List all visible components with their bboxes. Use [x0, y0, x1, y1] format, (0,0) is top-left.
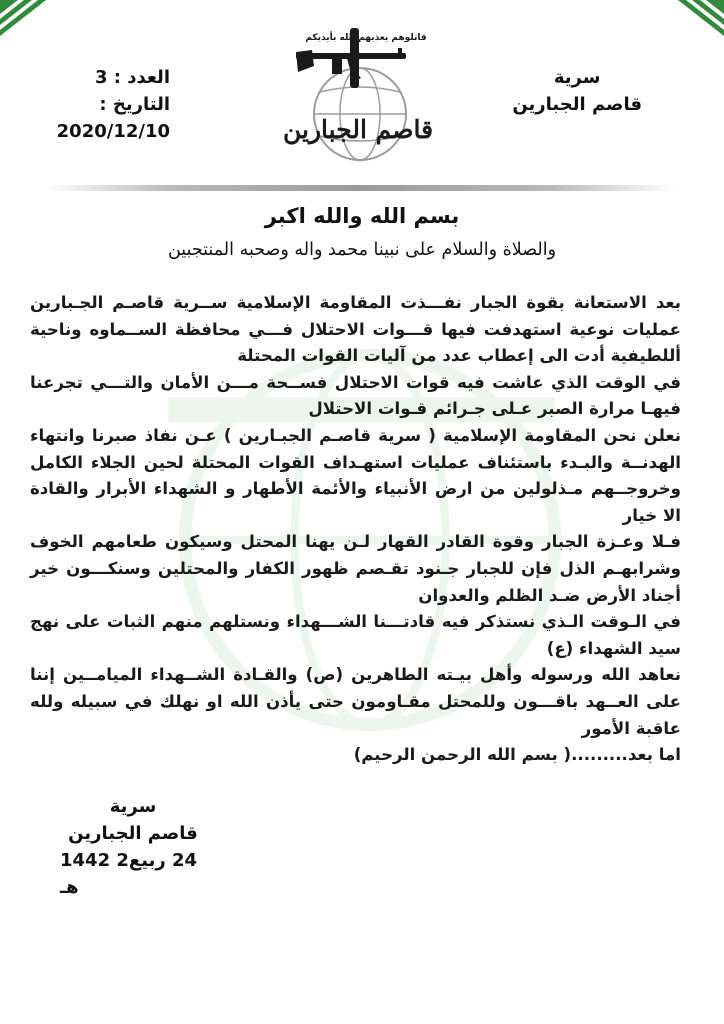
paragraph: فـلا وعـزة الجبار وقوة القادر القهار لـن يهنا المحتل وسيكون طعامهم الخوف وشرابهـم الذل فإن للجبار جـنود تقـصم ظهور الكفار والمحتلين وسنكـــون خير أجناد الأرض ضـد الظلم والعدوان	[30, 532, 681, 605]
paragraph: اما بعد.........( بسم الله الرحمن الرحيم)	[353, 745, 681, 765]
issue-number: العدد : 3	[95, 67, 170, 88]
paragraph: في الوقت الذي عاشت فيه قوات الاحتلال فســحة مـــن الأمان والتـــي تجرعنا فيهـا مرارة الصبر عـلى جـرائم قـوات الاحتلال	[30, 372, 681, 419]
globe-emblem	[314, 68, 406, 160]
issue-date: التاريخ : 2020/12/10	[56, 94, 170, 142]
signature-line-1: سرية	[109, 796, 157, 817]
corner-stripes-left	[0, 0, 60, 40]
org-line-2: قاصم الجبارين	[512, 94, 642, 115]
header-divider	[46, 185, 676, 191]
organization-logo	[282, 22, 434, 172]
corner-stripes-right	[664, 0, 724, 40]
org-line-1: سرية	[553, 67, 601, 88]
issue-info	[10, 64, 170, 145]
signature-line-2: قاصم الجبارين	[68, 823, 198, 844]
paragraph: نعاهد الله ورسوله وأهل بيـته الطاهرين (ص) والقـادة الشــهداء الميامــين إننا على العــهد باقـــون وللمحتل مقـاومون حتى يأذن الله او نهلك في سبيله ولله عاقبة الأمور	[30, 665, 681, 738]
signature-block	[48, 793, 218, 901]
paragraph: في الـوقت الـذي نستذكر فيه قادتـــنا الشـــهداء ونستلهم منهم الثبات على نهج سيد الشهداء (ع)	[30, 612, 681, 658]
paragraph: نعلن نحن المقاومة الإسلامية ( سرية قاصـم الجبـارين ) عـن نفاذ صبرنا وانتهاء الهدنــة والبـدء باستئناف عمليات استهـداف القوات المحتلة لحين الجلاء الكامل وخروجــهم مـذلولين من ارض الأنبياء والأئمة الأطهار و الشهداء الأبرار والقادة الا خيار	[30, 425, 681, 525]
logo-calligraphy: قاصم الجبارين	[282, 115, 434, 144]
logo-inscription: قاتلوهم يعذبهم الله بأيديكم	[305, 33, 427, 43]
paragraph: بعد الاستعانة بقوة الجبار نفـــذت المقاومة الإسلامية ســرية قاصـم الجـبارين عمليات نوعية استهدفت فيها قـــوات الاحتلال فـــي محافظة الســماوه وناحية أللطيفية أدت الى إعطاب عدد من آليات القوات المحتلة	[30, 293, 681, 366]
statement-body	[30, 290, 681, 769]
signature-date: 24 ربيع2 1442 هـ	[60, 850, 198, 898]
document-subtitle: والصلاة والسلام على نبينا محمد واله وصحبه المنتجبين	[167, 240, 557, 260]
organization-name	[512, 64, 642, 118]
document-title: بسم الله والله اكبر	[264, 204, 460, 228]
